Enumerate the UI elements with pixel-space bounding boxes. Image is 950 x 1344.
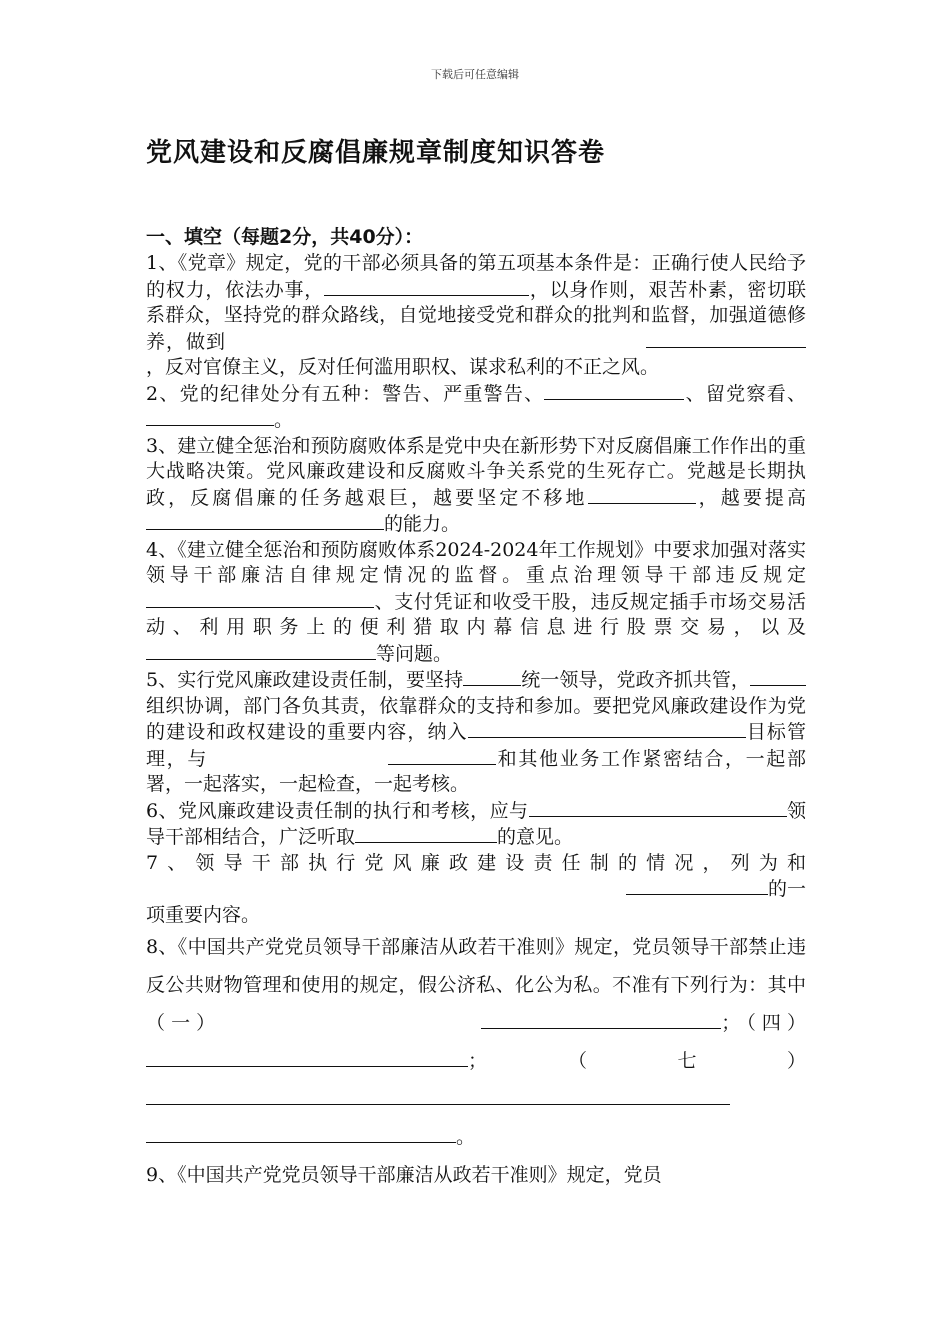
question-text: 4、《建立健全惩治和预防腐败体系2024-2024年工作规划》中要求加强对落实领导干部廉洁自律规定情况的监督。重点治理领导干部违反规定 [146,538,806,586]
document-body [146,224,806,1194]
answer-blank[interactable] [146,407,274,426]
question-text: 9、《中国共产党党员领导干部廉洁从政若干准则》规定，党员 [146,1164,662,1186]
question-7 [146,851,806,929]
question-text: 的一项重要内容。 [146,878,807,926]
answer-blank[interactable] [468,719,746,738]
question-text: 组织协调，部门各负其责，依靠群众的支持和参加。要把党风廉政建设作为党的建设和政权建设的重要内容，纳入 [146,694,806,743]
answer-blank[interactable] [544,381,684,400]
answer-blank[interactable] [146,641,376,660]
question-1 [146,251,806,381]
answer-blank[interactable] [324,277,529,296]
question-text: 7、领导干部执行党风廉政建设责任制的情况，列为和 [146,851,806,874]
question-text: 2、党的纪律处分有五种：警告、严重警告、 [146,382,545,405]
answer-blank[interactable] [626,876,768,895]
answer-blank[interactable] [146,1086,730,1105]
answer-blank[interactable] [146,589,374,608]
question-2 [146,381,806,434]
answer-blank[interactable] [481,1010,721,1029]
question-6 [146,798,806,851]
question-text: 、支付凭证和收受干股，违反规定插手市场交易活动、利用职务上的便利猎取内幕信息进行股票交易，以及 [146,590,806,638]
answer-blank[interactable] [146,511,384,530]
question-text: 6、党风廉政建设责任制的执行和考核，应与 [146,799,529,822]
question-text: 1、《党章》规定，党的干部必须具备的第五项基本条件是：正确行使人民给予的权力，依法办事， [146,252,806,301]
question-text: 等问题。 [376,642,453,665]
question-text: （四） [740,1012,806,1034]
answer-blank[interactable] [529,798,721,817]
question-text: 目标管理，与 [146,721,806,770]
question-5 [146,667,806,798]
answer-blank[interactable] [355,824,497,843]
question-text: ，越要提高 [695,486,806,509]
answer-blank[interactable] [463,667,521,686]
answer-blank[interactable] [146,1048,468,1067]
question-text: 。 [456,1126,476,1148]
question-8 [146,928,806,1156]
question-9 [146,1156,806,1194]
question-text: 、留党察看、 [684,382,806,405]
question-text: 5、实行党风廉政建设责任制，要坚持 [146,669,464,691]
answer-blank[interactable] [146,1124,456,1143]
question-4 [146,538,806,668]
answer-blank[interactable] [750,667,806,686]
question-text: 的意见。 [497,826,574,848]
question-text: 。 [274,409,294,431]
question-text: 领导干部相结合，广泛听取 [146,799,806,848]
answer-blank[interactable] [646,329,806,348]
answer-blank[interactable] [721,798,787,817]
question-text: 和其他业务工作紧密结合，一起部署，一起落实，一起检查，一起考核。 [146,747,806,795]
question-text: 8、《中国共产党党员领导干部廉洁从政若干准则》规定，党员领导干部禁止违反公共财物管理和使用的规定，假公济私、化公为私。不准有下列行为：其中（一） [146,936,806,1034]
document-title: 党风建设和反腐倡廉规章制度知识答卷 [146,138,606,168]
question-text: 3、建立健全惩治和预防腐败体系是党中央在新形势下对反腐倡廉工作作出的重大战略决策。党风廉政建设和反腐败斗争关系党的生死存亡。党越是长期执政，反腐倡廉的任务越艰巨，越要坚定不移地 [146,434,806,509]
question-3 [146,434,806,538]
question-text: ； [721,1012,741,1034]
question-text: ，以身作则，艰苦朴素，密切联系群众，坚持党的群众路线，自觉地接受党和群众的批判和监督，加强道德修养，做到 [146,278,806,353]
question-text: ； [468,1050,488,1072]
section-heading: 一、填空（每题2分，共40分）： [146,226,424,248]
answer-blank[interactable] [388,746,496,765]
answer-blank[interactable] [588,485,696,504]
header-note: 下载后可任意编辑 [431,68,519,81]
question-text: （七） [487,1050,806,1072]
question-text: 的能力。 [384,513,461,535]
question-text: 统一领导，党政齐抓共管， [521,669,750,691]
question-text: ，反对官僚主义，反对任何滥用职权、谋求私利的不正之风。 [146,356,660,378]
